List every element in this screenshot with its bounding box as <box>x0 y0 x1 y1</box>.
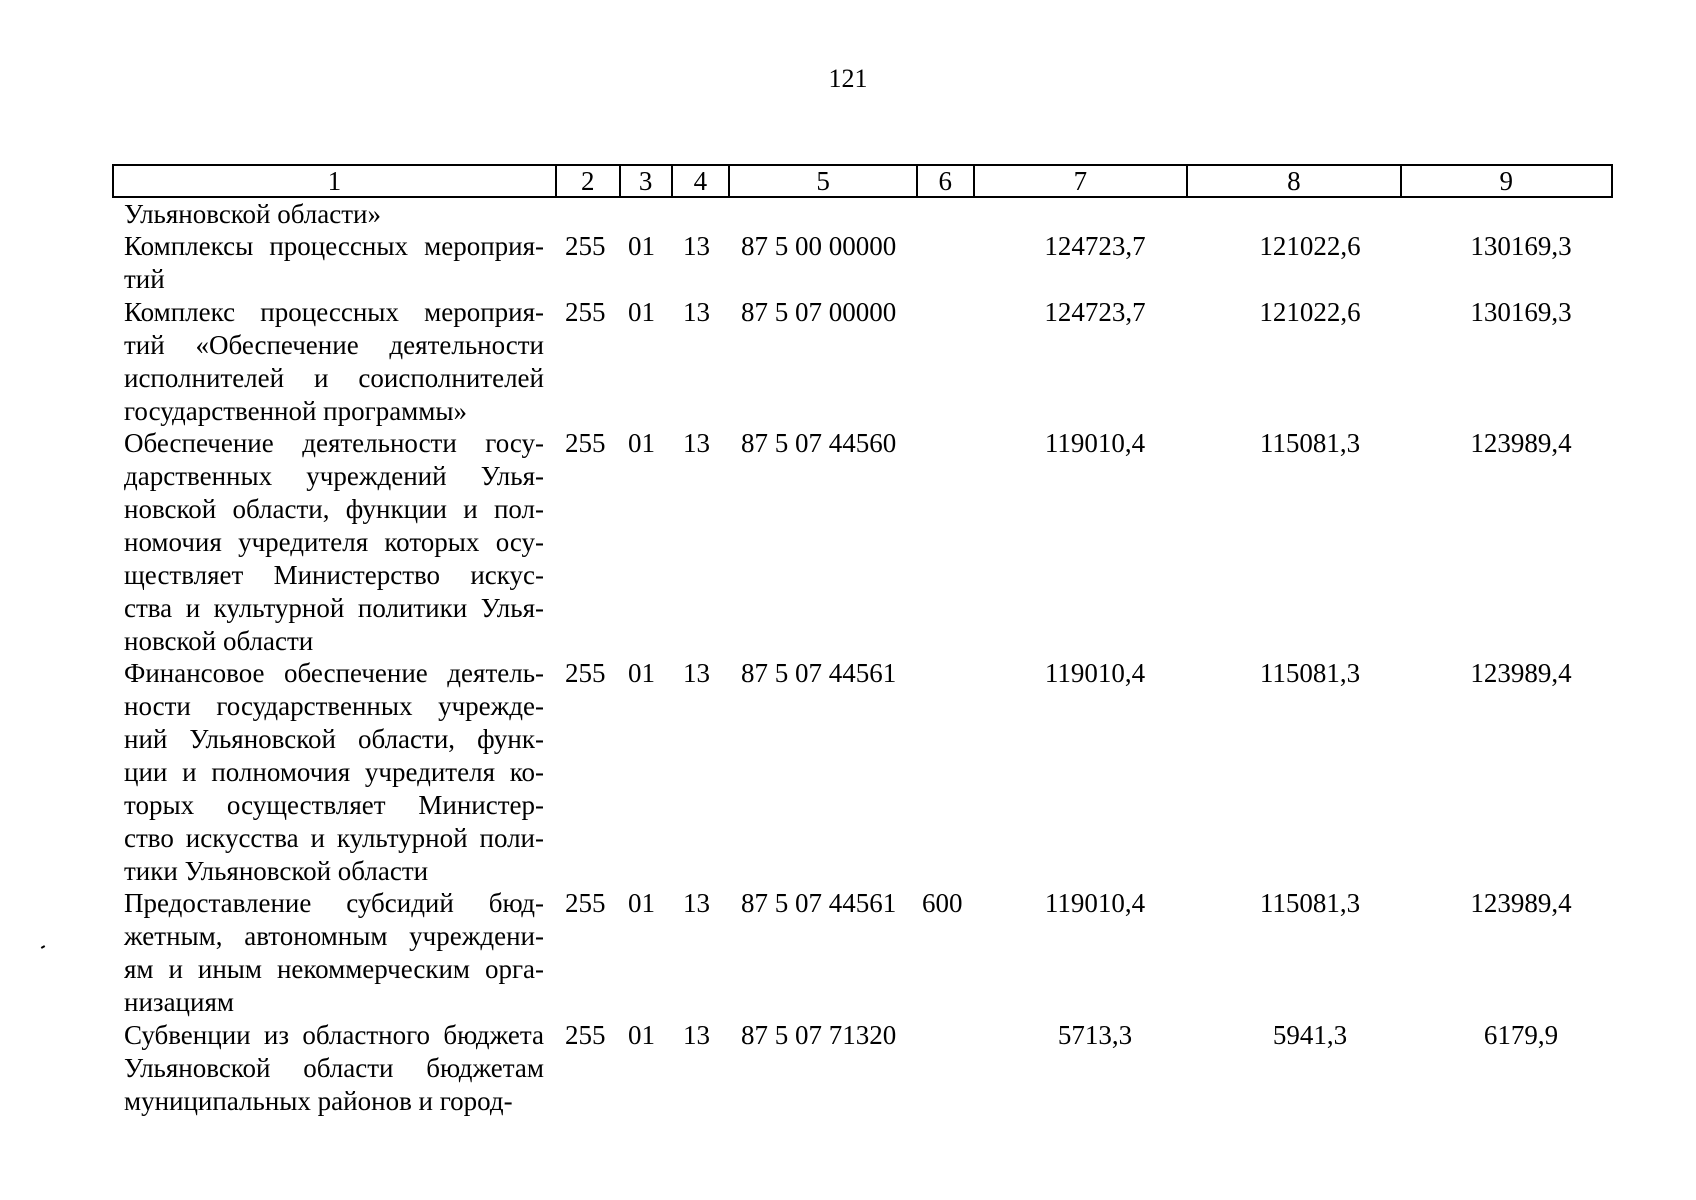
row-name <box>124 230 544 296</box>
row-name-line: Предоставление субсидий бюд- <box>124 888 544 918</box>
row-cell-c9: 130169,3 <box>1470 231 1572 261</box>
row-name-line: государственной программы» <box>124 396 467 426</box>
row-name-line: дарственных учреждений Улья- <box>124 461 544 491</box>
row-cell-c2: 255 <box>565 1020 606 1050</box>
header-cell-5: 5 <box>728 166 916 196</box>
row-name <box>124 427 544 658</box>
row-cell-c3: 01 <box>628 888 655 918</box>
row-name-line: Комплекс процессных мероприя- <box>124 297 544 327</box>
header-cell-2: 2 <box>555 166 619 196</box>
row-cell-c4: 13 <box>683 1020 710 1050</box>
row-cell-c2: 255 <box>565 888 606 918</box>
row-name-line: ции и полномочия учредителя ко- <box>124 757 544 787</box>
header-cell-3: 3 <box>619 166 671 196</box>
row-cell-c2: 255 <box>565 297 606 327</box>
row-name <box>124 296 544 428</box>
row-cell-c3: 01 <box>628 231 655 261</box>
row-name-line: Обеспечение деятельности госу- <box>124 428 544 458</box>
row-name-line: муниципальных районов и город- <box>124 1086 513 1116</box>
row-name-line: ям и иным некоммерческим орга- <box>124 954 544 984</box>
row-cell-c4: 13 <box>683 658 710 688</box>
row-cell-c2: 255 <box>565 231 606 261</box>
row-name-line: Ульяновской области бюджетам <box>124 1053 544 1083</box>
row-cell-c7: 124723,7 <box>1044 297 1146 327</box>
row-cell-c5: 87 5 07 44561 <box>741 658 897 688</box>
row-cell-c5: 87 5 07 44560 <box>741 428 897 458</box>
row-cell-c8: 121022,6 <box>1259 231 1361 261</box>
row-cell-c4: 13 <box>683 231 710 261</box>
row-name <box>124 1019 544 1118</box>
row-name <box>124 198 544 231</box>
row-cell-c2: 255 <box>565 428 606 458</box>
row-cell-c5: 87 5 07 44561 <box>741 888 897 918</box>
row-cell-c9: 123989,4 <box>1470 658 1572 688</box>
page-number: 121 <box>828 64 868 93</box>
row-cell-c7: 119010,4 <box>1044 428 1146 458</box>
row-cell-c3: 01 <box>628 1020 655 1050</box>
row-name-line: Субвенции из областного бюджета <box>124 1020 544 1050</box>
row-cell-c7: 5713,3 <box>1057 1020 1133 1050</box>
row-cell-c4: 13 <box>683 888 710 918</box>
row-cell-c8: 121022,6 <box>1259 297 1361 327</box>
row-name-line: новской области, функции и пол- <box>124 494 544 524</box>
row-name-line: номочия учредителя которых осу- <box>124 527 544 557</box>
header-cell-8: 8 <box>1186 166 1399 196</box>
row-name-line: Комплексы процессных мероприя- <box>124 231 544 261</box>
row-name-line: Ульяновской области» <box>124 199 382 229</box>
row-cell-c8: 5941,3 <box>1272 1020 1348 1050</box>
row-name-line: ний Ульяновской области, функ- <box>124 724 544 754</box>
header-cell-9: 9 <box>1400 166 1611 196</box>
row-name <box>124 657 544 888</box>
row-name-line: ства и культурной политики Улья- <box>124 593 544 623</box>
row-cell-c3: 01 <box>628 297 655 327</box>
row-cell-c5: 87 5 07 00000 <box>741 297 897 327</box>
row-cell-c5: 87 5 00 00000 <box>741 231 897 261</box>
row-cell-c7: 119010,4 <box>1044 658 1146 688</box>
row-cell-c4: 13 <box>683 297 710 327</box>
row-cell-c8: 115081,3 <box>1259 888 1361 918</box>
row-cell-c9: 6179,9 <box>1483 1020 1559 1050</box>
row-name-line: ство искусства и культурной поли- <box>124 823 544 853</box>
row-name <box>124 887 544 1019</box>
row-cell-c3: 01 <box>628 428 655 458</box>
row-name-line: новской области <box>124 626 314 656</box>
header-cell-4: 4 <box>671 166 729 196</box>
row-name-line: жетным, автономным учреждени- <box>124 921 544 951</box>
header-cell-1: 1 <box>327 166 342 196</box>
row-cell-c8: 115081,3 <box>1259 658 1361 688</box>
row-cell-c8: 115081,3 <box>1259 428 1361 458</box>
stray-mark <box>41 945 45 949</box>
header-cell-7: 7 <box>973 166 1186 196</box>
row-name-line: исполнителей и соисполнителей <box>124 363 544 393</box>
row-name-line: тий «Обеспечение деятельности <box>124 330 544 360</box>
row-name-line: Финансовое обеспечение деятель- <box>124 658 544 688</box>
row-name-line: низациям <box>124 987 234 1017</box>
row-name-line: тий <box>124 264 165 294</box>
row-cell-c6: 600 <box>922 888 963 918</box>
row-cell-c9: 130169,3 <box>1470 297 1572 327</box>
row-name-line: ности государственных учрежде- <box>124 691 544 721</box>
row-name-line: тики Ульяновской области <box>124 856 429 886</box>
row-name-line: ществляет Министерство искус- <box>124 560 544 590</box>
row-cell-c3: 01 <box>628 658 655 688</box>
header-cell-6: 6 <box>916 166 973 196</box>
table-header <box>112 164 1613 198</box>
row-cell-c5: 87 5 07 71320 <box>741 1020 897 1050</box>
row-cell-c9: 123989,4 <box>1470 428 1572 458</box>
row-cell-c4: 13 <box>683 428 710 458</box>
row-cell-c9: 123989,4 <box>1470 888 1572 918</box>
row-cell-c7: 124723,7 <box>1044 231 1146 261</box>
row-cell-c7: 119010,4 <box>1044 888 1146 918</box>
row-name-line: торых осуществляет Министер- <box>124 790 544 820</box>
row-cell-c2: 255 <box>565 658 606 688</box>
